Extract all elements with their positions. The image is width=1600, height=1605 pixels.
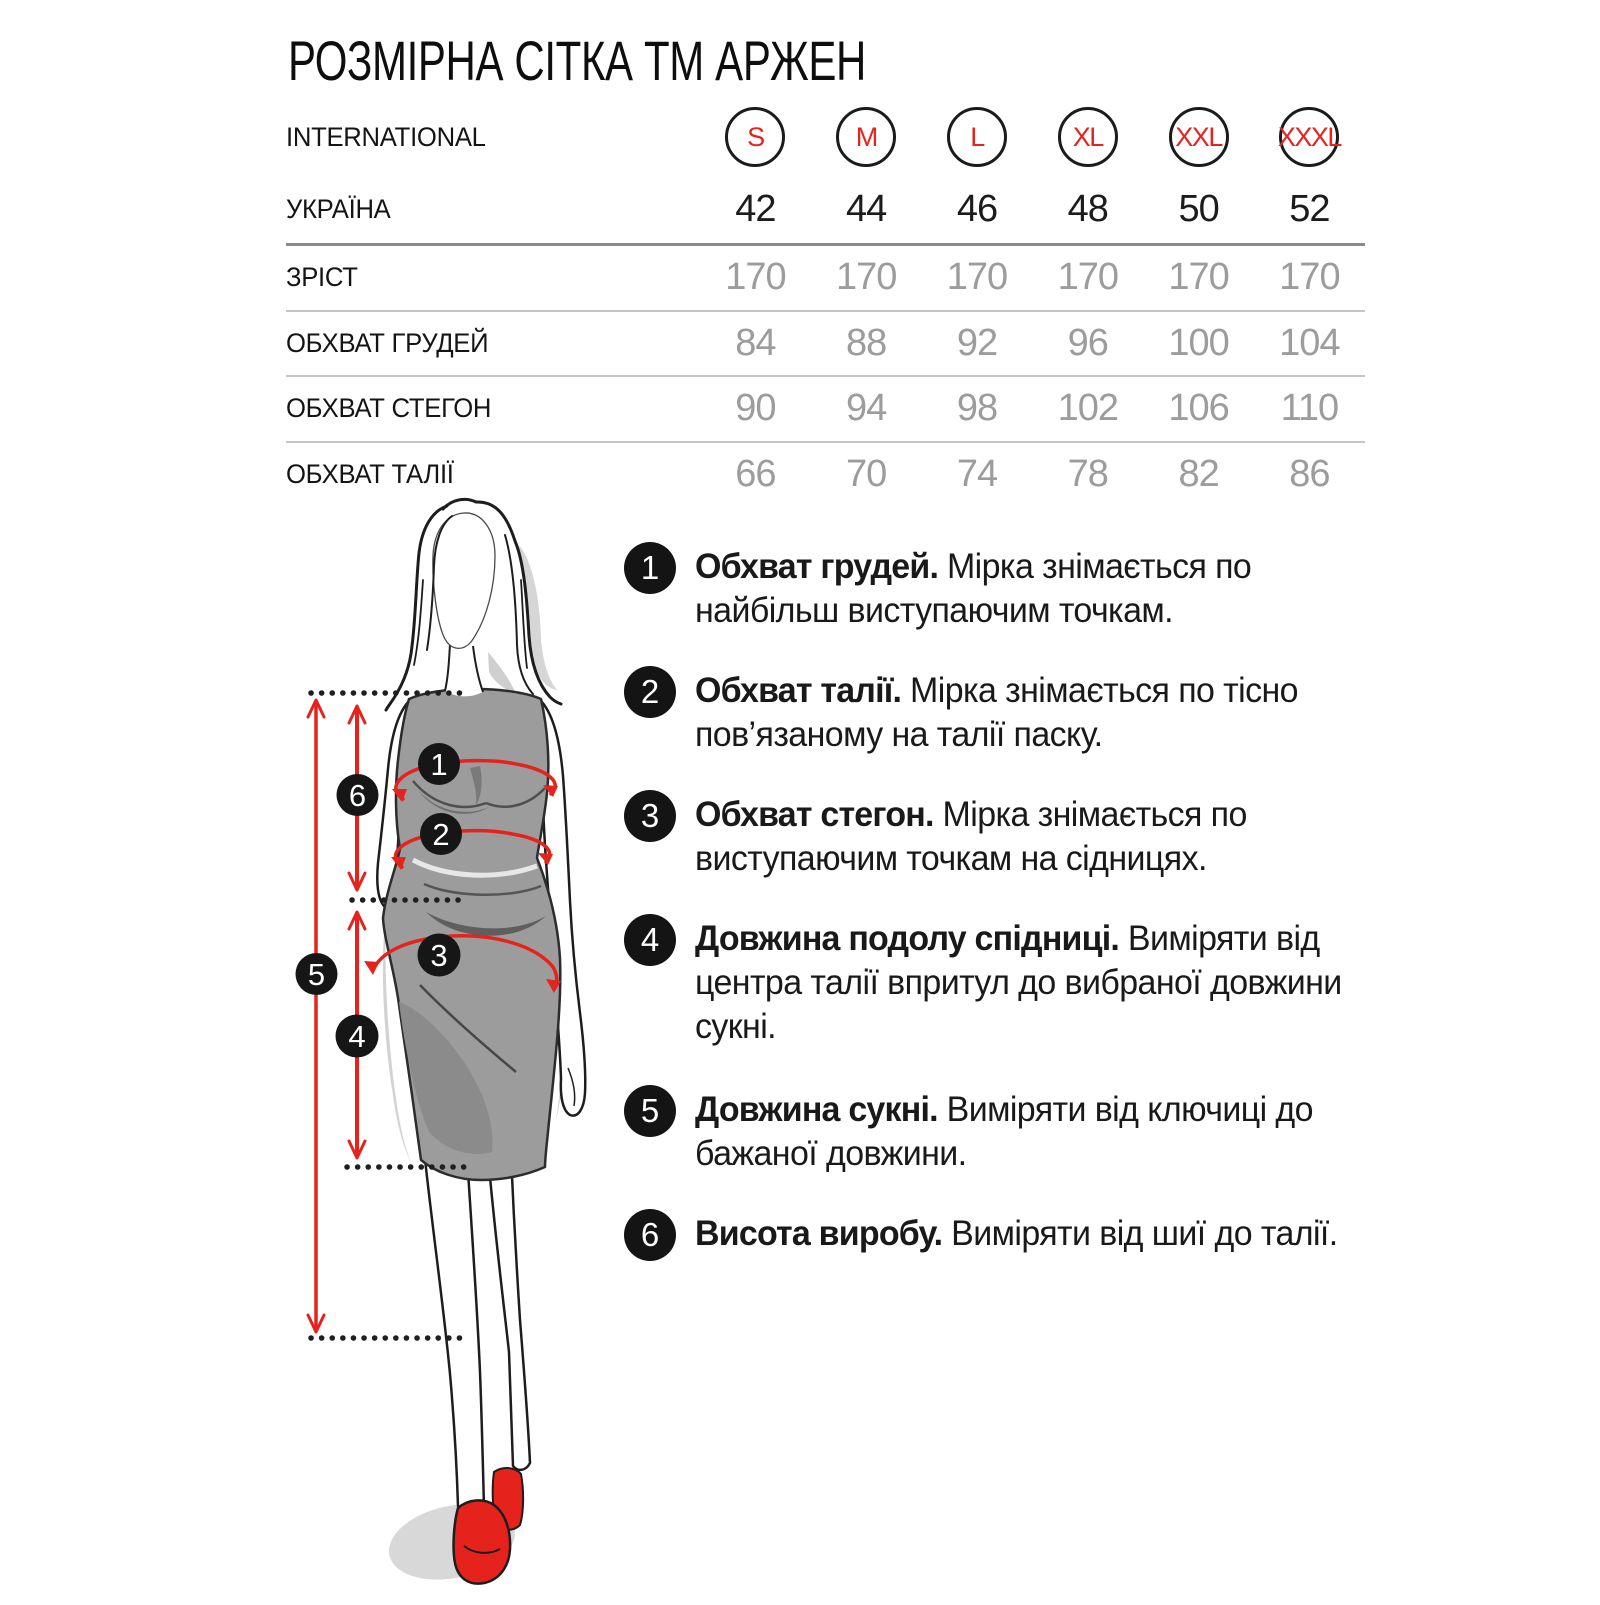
legend-text	[695, 542, 1344, 633]
size-value: 170	[725, 256, 786, 299]
legend-description: Виміряти від ключиці до бажаної довжини.	[695, 1090, 1313, 1173]
row-label: ЗРІСТ	[286, 262, 358, 293]
table-row	[286, 98, 1365, 176]
size-value: 48	[1067, 188, 1108, 230]
size-value: 110	[1280, 387, 1339, 430]
size-letter-cell	[922, 107, 1033, 167]
size-value: 66	[735, 452, 776, 495]
size-value: 50	[1178, 188, 1219, 230]
size-value: 46	[956, 188, 998, 230]
size-value: 78	[1067, 452, 1108, 495]
legend-text	[695, 790, 1344, 881]
size-value: 106	[1168, 387, 1229, 430]
size-value: 170	[1168, 256, 1229, 299]
size-letter-cell	[1143, 107, 1254, 167]
size-value: 74	[956, 452, 998, 495]
table-row	[286, 310, 1365, 376]
legend-term: Висота виробу.	[695, 1214, 943, 1253]
marker-6: 6	[348, 778, 367, 813]
size-value: 84	[735, 321, 776, 364]
legend-number-badge: 6	[624, 1209, 676, 1261]
size-value: 104	[1279, 321, 1340, 364]
size-value: 52	[1289, 188, 1330, 230]
legend-description: Мірка знімається по виступаючим точкам на сідницях.	[695, 795, 1247, 878]
legend-number-badge: 5	[624, 1085, 676, 1137]
size-value: 102	[1057, 387, 1118, 430]
size-circle: XXL	[1169, 107, 1229, 167]
legend-text	[695, 1085, 1344, 1176]
legend-number-badge: 3	[624, 790, 676, 842]
size-value: 88	[846, 321, 887, 364]
size-value: 170	[1057, 256, 1118, 299]
legend-description: Виміряти від центра талії впритул до вибраної довжини сукні.	[695, 919, 1342, 1046]
size-value: 170	[946, 256, 1008, 299]
size-circle: XL	[1058, 107, 1118, 167]
legend-item	[624, 1209, 1364, 1261]
size-value: 44	[846, 188, 887, 230]
legend-item	[624, 790, 1364, 881]
marker-5: 5	[307, 957, 326, 992]
legend-term: Довжина подолу спідниці.	[695, 919, 1120, 958]
legend-number-badge: 2	[624, 666, 676, 718]
table-row	[286, 375, 1365, 441]
marker-2: 2	[432, 817, 450, 852]
row-label: INTERNATIONAL	[286, 121, 486, 152]
row-label: УКРАЇНА	[286, 194, 391, 224]
size-value: 92	[956, 321, 998, 364]
size-circle: S	[725, 107, 785, 167]
size-table	[286, 98, 1365, 506]
face	[433, 513, 495, 648]
size-circle: XXXL	[1279, 107, 1339, 167]
marker-3: 3	[430, 938, 448, 973]
size-circle: M	[836, 107, 896, 167]
legend-text	[695, 914, 1344, 1049]
size-value: 98	[956, 387, 998, 430]
size-value: 86	[1289, 452, 1330, 495]
legend-item	[624, 914, 1364, 1049]
legend-description: Виміряти від шиї до талії.	[942, 1214, 1338, 1253]
size-value: 170	[1279, 256, 1340, 299]
legend-term: Довжина сукні.	[695, 1090, 938, 1129]
measurement-legend	[624, 542, 1364, 1294]
legend-text	[695, 1209, 1344, 1261]
legend-item	[624, 666, 1364, 757]
measurement-figure	[280, 490, 690, 1605]
legend-description: Мірка знімається по тісно пов’язаному на талії паску.	[695, 671, 1298, 754]
size-value: 70	[846, 452, 887, 495]
legend-text	[695, 666, 1344, 757]
row-label: ОБХВАТ СТЕГОН	[286, 393, 492, 424]
size-value: 90	[735, 387, 776, 430]
table-row	[286, 243, 1365, 310]
page-title: РОЗМІРНА СІТКА ТМ АРЖЕН	[288, 29, 866, 92]
row-label: ОБХВАТ ТАЛІЇ	[286, 458, 454, 489]
legend-number-badge: 1	[624, 542, 676, 594]
marker-4: 4	[348, 1019, 366, 1054]
legend-term: Обхват стегон.	[695, 795, 934, 834]
legend-description: Мірка знімається по найбільш виступаючим точкам.	[695, 547, 1252, 630]
size-value: 82	[1178, 452, 1219, 495]
table-row	[286, 176, 1365, 243]
legs	[424, 1150, 530, 1511]
head	[433, 513, 495, 696]
size-value: 94	[846, 387, 887, 430]
legend-item	[624, 1085, 1364, 1176]
size-circle: L	[947, 107, 1007, 167]
row-label: ОБХВАТ ГРУДЕЙ	[286, 327, 489, 358]
size-value: 96	[1067, 321, 1108, 364]
legend-number-badge: 4	[624, 914, 676, 966]
size-value: 170	[835, 256, 897, 299]
legend-term: Обхват талії.	[695, 671, 902, 710]
size-letter-cell	[811, 107, 922, 167]
size-value: 100	[1168, 321, 1229, 364]
legend-term: Обхват грудей.	[695, 547, 939, 586]
size-letter-cell	[700, 107, 811, 167]
size-letter-cell	[1032, 107, 1143, 167]
legend-item	[624, 542, 1364, 633]
size-value: 42	[735, 188, 776, 230]
size-letter-cell	[1254, 107, 1365, 167]
marker-1: 1	[430, 747, 448, 782]
